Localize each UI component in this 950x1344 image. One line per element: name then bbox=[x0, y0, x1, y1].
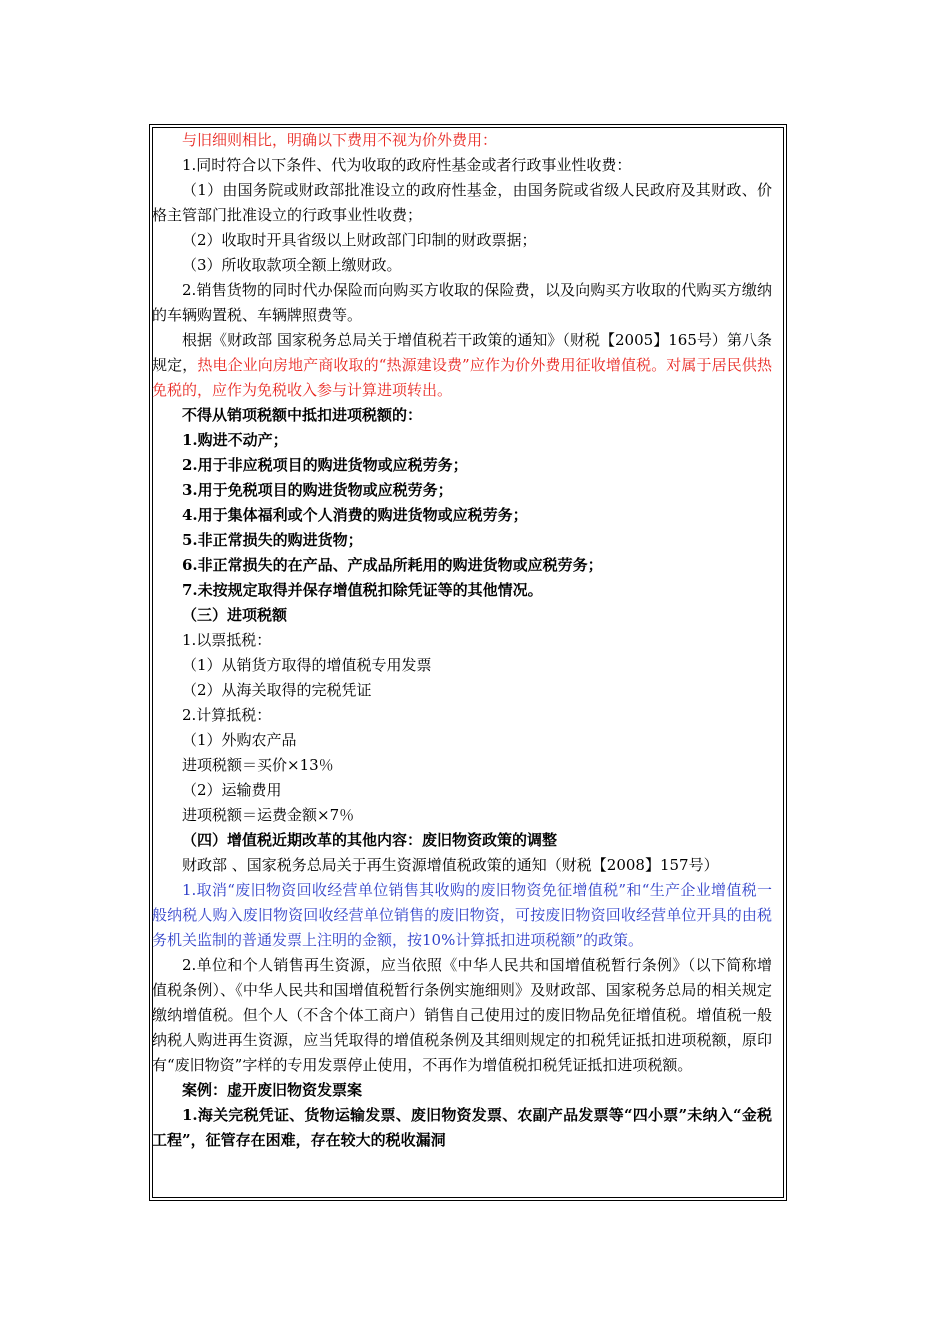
paragraph: 与旧细则相比，明确以下费用不视为价外费用： bbox=[182, 131, 498, 149]
text-highlight-red: 热电企业向房地产商收取的“热源建设费”应作为价外费用征收增值税。对属于居民供热免税的，应作为免税收入参与计算进项转出。 bbox=[152, 356, 772, 399]
paragraph: 1.海关完税凭证、货物运输发票、废旧物资发票、农副产品发票等“四小票”未纳入“金税工程”，征管存在困难，存在较大的税收漏洞 bbox=[152, 1106, 772, 1149]
paragraph: （2）运输费用 bbox=[182, 781, 282, 799]
list-item: 6.非正常损失的在产品、产成品所耗用的购进货物或应税劳务； bbox=[182, 556, 603, 574]
section-heading: （四）增值税近期改革的其他内容：废旧物资政策的调整 bbox=[182, 831, 558, 849]
paragraph: 1.同时符合以下条件、代为收取的政府性基金或者行政事业性收费： bbox=[182, 156, 632, 174]
list-item: 3.用于免税项目的购进货物或应税劳务； bbox=[182, 481, 453, 499]
paragraph bbox=[152, 328, 772, 403]
section-heading: 案例：虚开废旧物资发票案 bbox=[182, 1081, 363, 1099]
paragraph: （1）由国务院或财政部批准设立的政府性基金，由国务院或省级人民政府及其财政、价格主管部门批准设立的行政事业性收费； bbox=[152, 181, 772, 224]
paragraph: 1.以票抵税： bbox=[182, 631, 272, 649]
text-normal: 根据《财政部 国家税务总局关于增值税若干政策的通知》（财税【2005】165号）第八条规定， bbox=[152, 331, 772, 374]
paragraph: （1）从销货方取得的增值税专用发票 bbox=[182, 656, 432, 674]
list-item: 7.未按规定取得并保存增值税扣除凭证等的其他情况。 bbox=[182, 581, 543, 599]
list-item: 4.用于集体福利或个人消费的购进货物或应税劳务； bbox=[182, 506, 528, 524]
formula: 进项税额＝买价×13％ bbox=[182, 756, 334, 774]
list-item: 1.购进不动产； bbox=[182, 431, 288, 449]
paragraph: 2.单位和个人销售再生资源，应当依照《中华人民共和国增值税暂行条例》（以下简称增值税条例）、《中华人民共和国增值税暂行条例实施细则》及财政部、国家税务总局的相关规定缴纳增值税。但个人（不含个体工商户）销售自己使用过的废旧物品免征增值税。增值税一般纳税人购进再生资源，应当凭取得的增值税条例及其细则规定的扣税凭证抵扣进项税额，原印有“废旧物资”字样的专用发票停止使用，不再作为增值税扣税凭证抵扣进项税额。 bbox=[152, 956, 772, 1074]
paragraph-blue: 1.取消“废旧物资回收经营单位销售其收购的废旧物资免征增值税”和“生产企业增值税一般纳税人购入废旧物资回收经营单位销售的废旧物资，可按废旧物资回收经营单位开具的由税务机关监制的普通发票上注明的金额，按10%计算抵扣进项税额”的政策。 bbox=[152, 881, 772, 949]
list-item: 5.非正常损失的购进货物； bbox=[182, 531, 363, 549]
document-body bbox=[152, 128, 772, 1153]
section-heading: 不得从销项税额中抵扣进项税额的： bbox=[182, 406, 423, 424]
paragraph: （1）外购农产品 bbox=[182, 731, 297, 749]
paragraph: 财政部 、国家税务总局关于再生资源增值税政策的通知（财税【2008】157号） bbox=[182, 856, 719, 874]
section-heading: （三）进项税额 bbox=[182, 606, 288, 624]
list-item: 2.用于非应税项目的购进货物或应税劳务； bbox=[182, 456, 468, 474]
paragraph: （2）从海关取得的完税凭证 bbox=[182, 681, 372, 699]
paragraph: 2.销售货物的同时代办保险而向购买方收取的保险费，以及向购买方收取的代购买方缴纳的车辆购置税、车辆牌照费等。 bbox=[152, 281, 772, 324]
paragraph: 2.计算抵税： bbox=[182, 706, 272, 724]
formula: 进项税额＝运费金额×7％ bbox=[182, 806, 355, 824]
paragraph: （2）收取时开具省级以上财政部门印制的财政票据； bbox=[182, 231, 537, 249]
paragraph: （3）所收取款项全额上缴财政。 bbox=[182, 256, 402, 274]
